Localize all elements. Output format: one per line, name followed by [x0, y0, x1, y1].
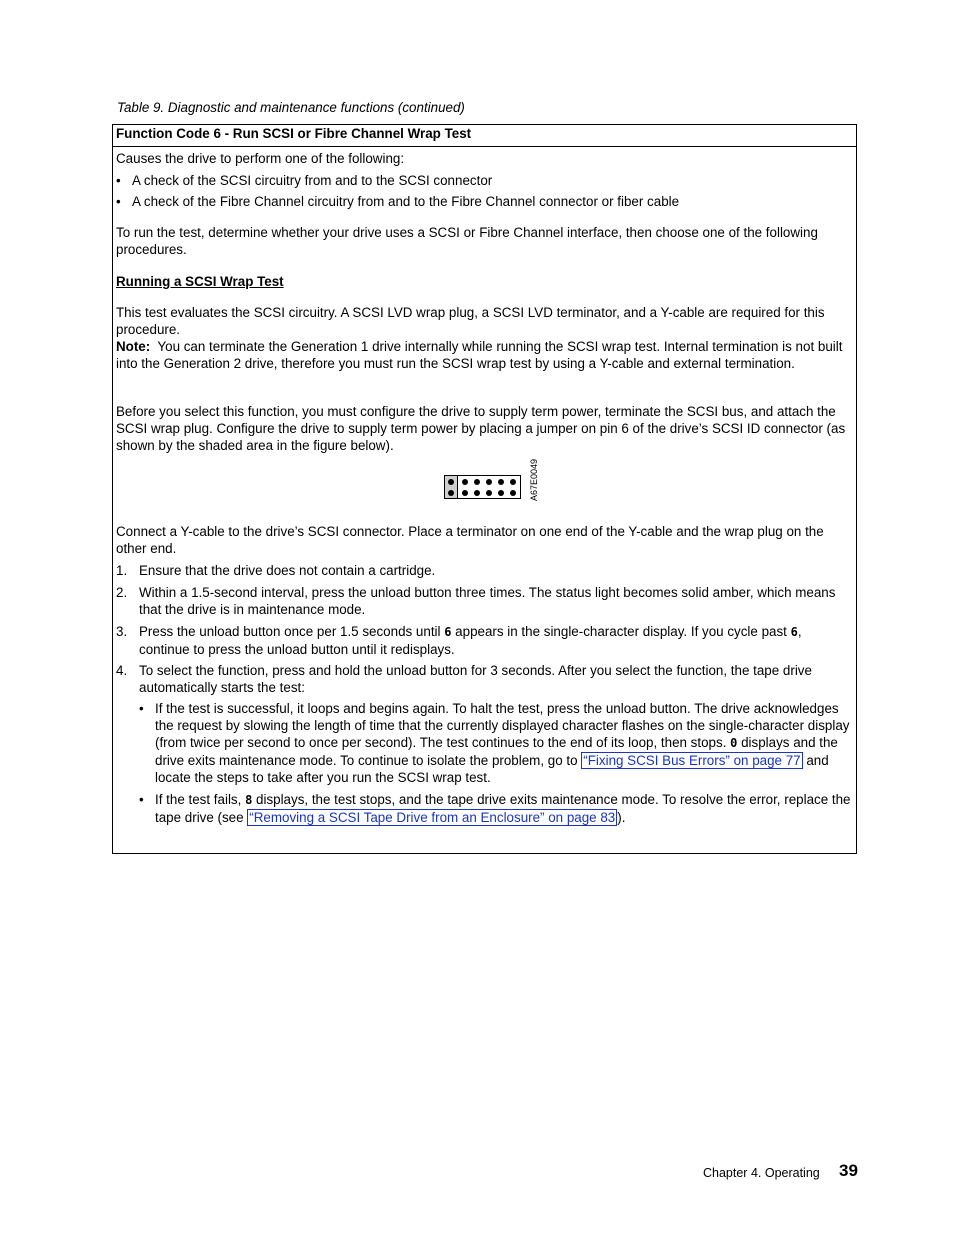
bullet-fc-check: A check of the Fibre Channel circuitry from and to the Fibre Channel connector or fiber cable [132, 194, 680, 209]
pin [474, 479, 480, 485]
figure-label: A67E0049 [529, 458, 539, 501]
section-heading: Running a SCSI Wrap Test [116, 274, 284, 289]
step-4: To select the function, press and hold the unload button for 3 seconds. After you select the function, the tape drive automatically starts the test: [139, 663, 812, 695]
display-code: 6 [790, 625, 798, 639]
bullet-marker: • [139, 792, 144, 807]
step-2: Within a 1.5-second interval, press the unload button three times. The status light becomes solid amber, which means that the drive is in maintenance mode. [139, 585, 836, 617]
pin [486, 490, 492, 496]
evaluates-paragraph: This test evaluates the SCSI circuitry. A SCSI LVD wrap plug, a SCSI LVD terminator, and a Y-cable are required for this procedure. [116, 305, 825, 337]
display-code: 0 [730, 736, 738, 750]
bullet-marker: • [116, 194, 121, 209]
run-test-paragraph: To run the test, determine whether your drive uses a SCSI or Fibre Channel interface, then choose one of the following procedures. [116, 225, 818, 257]
display-code: 8 [245, 793, 253, 807]
pin [462, 479, 468, 485]
step-number: 1. [116, 563, 128, 578]
pin [486, 479, 492, 485]
note-label: Note: [116, 339, 151, 354]
link-removing-scsi-tape-drive[interactable]: “Removing a SCSI Tape Drive from an Enclosure” on page 83 [249, 810, 616, 825]
intro-text: Causes the drive to perform one of the following: [116, 151, 405, 166]
pin [448, 490, 454, 496]
note-text: You can terminate the Generation 1 drive internally while running the SCSI wrap test. Internal termination is not built into the Generation 2 drive, therefore you must run the SCSI wrap test by using a Y-cable and external termination. [116, 339, 843, 371]
pin [510, 490, 516, 496]
step-number: 2. [116, 585, 128, 600]
pin [462, 490, 468, 496]
pin [474, 490, 480, 496]
bullet-scsi-check: A check of the SCSI circuitry from and to the SCSI connector [132, 173, 493, 188]
diagnostic-table [112, 124, 857, 854]
pin [510, 479, 516, 485]
bullet-marker: • [116, 173, 121, 188]
sub-bullet-success: If the test is successful, it loops and begins again. To halt the test, press the unload button. The drive acknowledges the request by slowing the length of time that the currently displayed character flashes on the single-character display (from twice per second to once per second). The test continues to the end of its loop, then stops. 0 displays and the drive exits maintenance mode. To continue to isolate the problem, go to “Fixing SCSI Bus Errors” on page 77 and locate the steps to take after you run the SCSI wrap test. [155, 701, 850, 785]
connect-paragraph: Connect a Y-cable to the drive’s SCSI connector. Place a terminator on one end of the Y-cable and the wrap plug on the other end. [116, 524, 824, 556]
display-code: 6 [444, 625, 452, 639]
step-1: Ensure that the drive does not contain a cartridge. [139, 563, 436, 578]
table-caption: Table 9. Diagnostic and maintenance functions (continued) [117, 100, 465, 115]
before-paragraph: Before you select this function, you must configure the drive to supply term power, terminate the SCSI bus, and attach the SCSI wrap plug. Configure the drive to supply term power by placing a jumper on pin 6 of the drive’s SCSI ID connector (as shown by the shaded area in the figure below). [116, 404, 846, 453]
scsi-id-connector-figure [444, 475, 521, 499]
step-number: 4. [116, 663, 128, 678]
sub-bullet-failure: If the test fails, 8 displays, the test stops, and the tape drive exits maintenance mode. To resolve the error, replace the tape drive (see “Removing a SCSI Tape Drive from an Enclosure” on page 83 ). [155, 792, 851, 825]
step-number: 3. [116, 624, 128, 639]
pin [448, 479, 454, 485]
bullet-marker: • [139, 701, 144, 716]
pin [498, 479, 504, 485]
step-3: Press the unload button once per 1.5 seconds until 6 appears in the single-character display. If you cycle past 6, continue to press the unload button until it redisplays. [139, 624, 802, 657]
footer-chapter: Chapter 4. Operating [703, 1166, 820, 1180]
table-header: Function Code 6 - Run SCSI or Fibre Channel Wrap Test [113, 125, 856, 147]
pin [498, 490, 504, 496]
page-number: 39 [839, 1161, 858, 1180]
link-fixing-scsi-bus-errors[interactable]: “Fixing SCSI Bus Errors” on page 77 [583, 753, 801, 768]
note-paragraph [116, 338, 856, 372]
